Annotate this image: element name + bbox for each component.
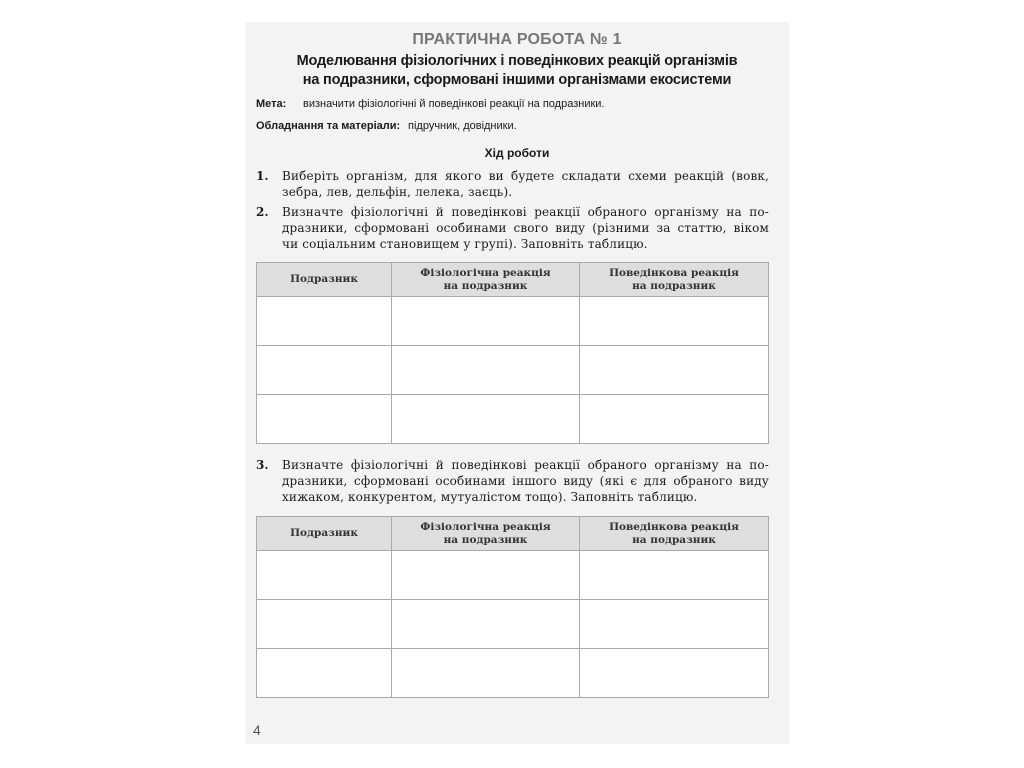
step-2-line-3: чи соціальним становищем у групі). Заповніть таблицю. (282, 237, 648, 251)
topic-line-1: Моделювання фізіологічних і поведінкових реакцій організмів (296, 53, 738, 69)
physiological-reaction-cell[interactable] (392, 649, 580, 698)
stimulus-cell[interactable] (257, 600, 392, 649)
step-3-line-1: Визначте фізіологічні й поведінкові реакції обраного організму на по- (282, 458, 769, 472)
step-2-line-1: Визначте фізіологічні й поведінкові реакції обраного організму на по- (282, 205, 769, 219)
behavioral-reaction-cell[interactable] (580, 395, 769, 444)
table-row (257, 346, 769, 395)
behavioral-reaction-cell[interactable] (580, 551, 769, 600)
step-3-number: 3. (256, 458, 269, 472)
procedure-heading: Хід роботи (484, 146, 550, 160)
header-behavioral-reaction: Поведінкова реакція на подразник (580, 517, 769, 551)
stimulus-cell[interactable] (257, 297, 392, 346)
reactions-table-own-species (256, 262, 769, 444)
stimulus-cell[interactable] (257, 551, 392, 600)
physiological-reaction-cell[interactable] (392, 395, 580, 444)
stimulus-cell[interactable] (257, 649, 392, 698)
table-row (257, 395, 769, 444)
equipment-label: Обладнання та матеріали: (256, 120, 401, 132)
topic-line-2: на подразники, сформовані іншими організмами екосистеми (302, 72, 732, 88)
step-3-line-3: хижаком, конкурентом, мутуалістом тощо). Заповніть таблицю. (282, 490, 698, 504)
goal-label: Мета: (256, 98, 287, 110)
step-1-line-1: Виберіть організм, для якого ви будете складати схеми реакцій (вовк, (282, 169, 769, 183)
step-3-line-2: дразники, сформовані особинами іншого виду (які є для обраного виду (282, 474, 769, 488)
goal-text: визначити фізіологічні й поведінкові реакції на подразники. (303, 98, 605, 110)
table-row (257, 551, 769, 600)
table-row (257, 600, 769, 649)
step-1-number: 1. (256, 169, 269, 183)
stimulus-cell[interactable] (257, 395, 392, 444)
header-behavioral-reaction: Поведінкова реакція на подразник (580, 263, 769, 297)
table-row (257, 649, 769, 698)
header-physiological-reaction: Фізіологічна реакція на подразник (392, 517, 580, 551)
table-header-row (257, 517, 769, 551)
behavioral-reaction-cell[interactable] (580, 346, 769, 395)
worksheet-page (245, 22, 789, 744)
behavioral-reaction-cell[interactable] (580, 600, 769, 649)
table-row (257, 297, 769, 346)
step-2-line-2: дразники, сформовані особинами свого виду (різними за статтю, віком (282, 221, 769, 235)
step-2-number: 2. (256, 205, 269, 219)
step-1-line-2: зебра, лев, дельфін, лелека, заєць). (282, 185, 513, 199)
page-number: 4 (253, 722, 261, 738)
practical-work-title: ПРАКТИЧНА РОБОТА № 1 (412, 31, 622, 48)
equipment-text: підручник, довідники. (408, 120, 517, 132)
stimulus-cell[interactable] (257, 346, 392, 395)
header-stimulus: Подразник (257, 263, 392, 297)
behavioral-reaction-cell[interactable] (580, 649, 769, 698)
header-physiological-reaction: Фізіологічна реакція на подразник (392, 263, 580, 297)
header-stimulus: Подразник (257, 517, 392, 551)
physiological-reaction-cell[interactable] (392, 600, 580, 649)
table-header-row (257, 263, 769, 297)
physiological-reaction-cell[interactable] (392, 297, 580, 346)
physiological-reaction-cell[interactable] (392, 346, 580, 395)
physiological-reaction-cell[interactable] (392, 551, 580, 600)
reactions-table-other-species (256, 516, 769, 698)
behavioral-reaction-cell[interactable] (580, 297, 769, 346)
